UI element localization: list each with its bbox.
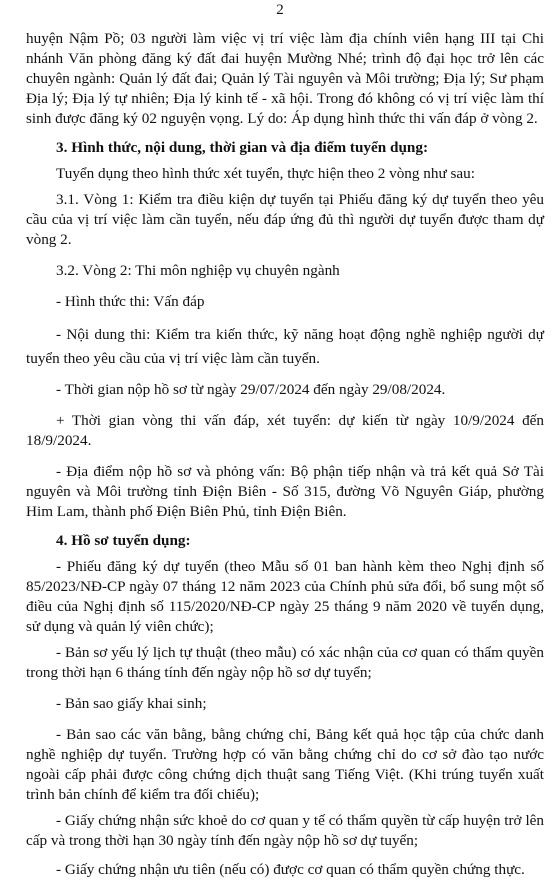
paragraph-diplomas: - Bản sao các văn bằng, bằng chứng chỉ, Bảng kết quả học tập của chức danh nghề nghiệp dự tuyển. Trường hợp có văn bằng chứng chỉ do cơ sở đào tạo nước ngoài cấp phải được công chứng dịch thuật sang Tiếng Việt. (Khi trúng tuyển xuất trình bản chính để kiểm tra đối chiếu); [26,726,544,803]
paragraph-location: - Địa điểm nộp hồ sơ và phỏng vấn: Bộ phận tiếp nhận và trả kết quả Sở Tài nguyên và Môi trường tỉnh Điện Biên - Số 315, đường Võ Nguyên Giáp, phường Him Lam, thành phố Điện Biên Phủ, tỉnh Điện Biên. [26,463,544,520]
paragraph-cv: - Bản sơ yếu lý lịch tự thuật (theo mẫu) có xác nhận của cơ quan có thẩm quyền trong thời hạn 6 tháng tính đến ngày nộp hồ sơ dự tuyển; [26,644,544,681]
paragraph-birth-certificate: - Bản sao giấy khai sinh; [56,695,207,712]
section-heading-4: 4. Hồ sơ tuyển dụng: [56,532,191,549]
paragraph-health-certificate: - Giấy chứng nhận sức khoẻ do cơ quan y tế có thẩm quyền từ cấp huyện trở lên cấp và trong thời hạn 30 ngày tính đến ngày nộp hồ sơ dự tuyển; [26,812,544,849]
paragraph-vacancy-details: huyện Nậm Pồ; 03 người làm việc vị trí việc làm địa chính viên hạng III tại Chi nhánh Văn phòng đăng ký đất đai huyện Mường Nhé; trình độ đại học trở lên các chuyên ngành: Quản lý đất đai; Quản lý Tài nguyên và Môi trường; Địa lý; Sư phạm Địa lý; Địa lý tự nhiên; Địa lý kinh tế - xã hội. Trong đó không có vị trí việc làm thí sinh được đăng ký 02 nguyện vọng. Lý do: Áp dụng hình thức thi vấn đáp ở vòng 2. [26,30,544,127]
section-heading-3: 3. Hình thức, nội dung, thời gian và địa điểm tuyển dụng: [56,139,428,156]
page-number: 2 [276,2,284,18]
paragraph-round-1: 3.1. Vòng 1: Kiểm tra điều kiện dự tuyển tại Phiếu đăng ký dự tuyển theo yêu cầu của vị trí việc làm cần tuyển, nếu đáp ứng đủ thì người dự tuyển được tham dự vòng 2. [26,191,544,248]
paragraph-interview-time: + Thời gian vòng thi vấn đáp, xét tuyển: dự kiến từ ngày 10/9/2024 đến 18/9/2024. [26,412,544,449]
paragraph-round-2: 3.2. Vòng 2: Thi môn nghiệp vụ chuyên ngành [56,262,340,279]
paragraph-recruitment-form: Tuyển dụng theo hình thức xét tuyển, thực hiện theo 2 vòng như sau: [56,165,475,182]
paragraph-submission-time: - Thời gian nộp hồ sơ từ ngày 29/07/2024 đến ngày 29/08/2024. [56,381,446,398]
paragraph-priority-certificate: - Giấy chứng nhận ưu tiên (nếu có) được cơ quan có thẩm quyền chứng thực. [56,861,525,878]
paragraph-exam-content: - Nội dung thi: Kiểm tra kiến thức, kỹ năng hoạt động nghề nghiệp người dự tuyển theo yêu cầu của vị trí việc làm cần tuyển. [26,326,544,367]
document-body [26,29,544,880]
paragraph-exam-format: - Hình thức thi: Vấn đáp [56,293,205,310]
paragraph-registration-form: - Phiếu đăng ký dự tuyển (theo Mẫu số 01 ban hành kèm theo Nghị định số 85/2023/NĐ-CP ngày 07 tháng 12 năm 2023 của Chính phủ sửa đổi, bổ sung một số điều của Nghị định số 115/2020/NĐ-CP ngày 25 tháng 9 năm 2020 về tuyển dụng, sử dụng và quản lý viên chức); [26,558,544,635]
